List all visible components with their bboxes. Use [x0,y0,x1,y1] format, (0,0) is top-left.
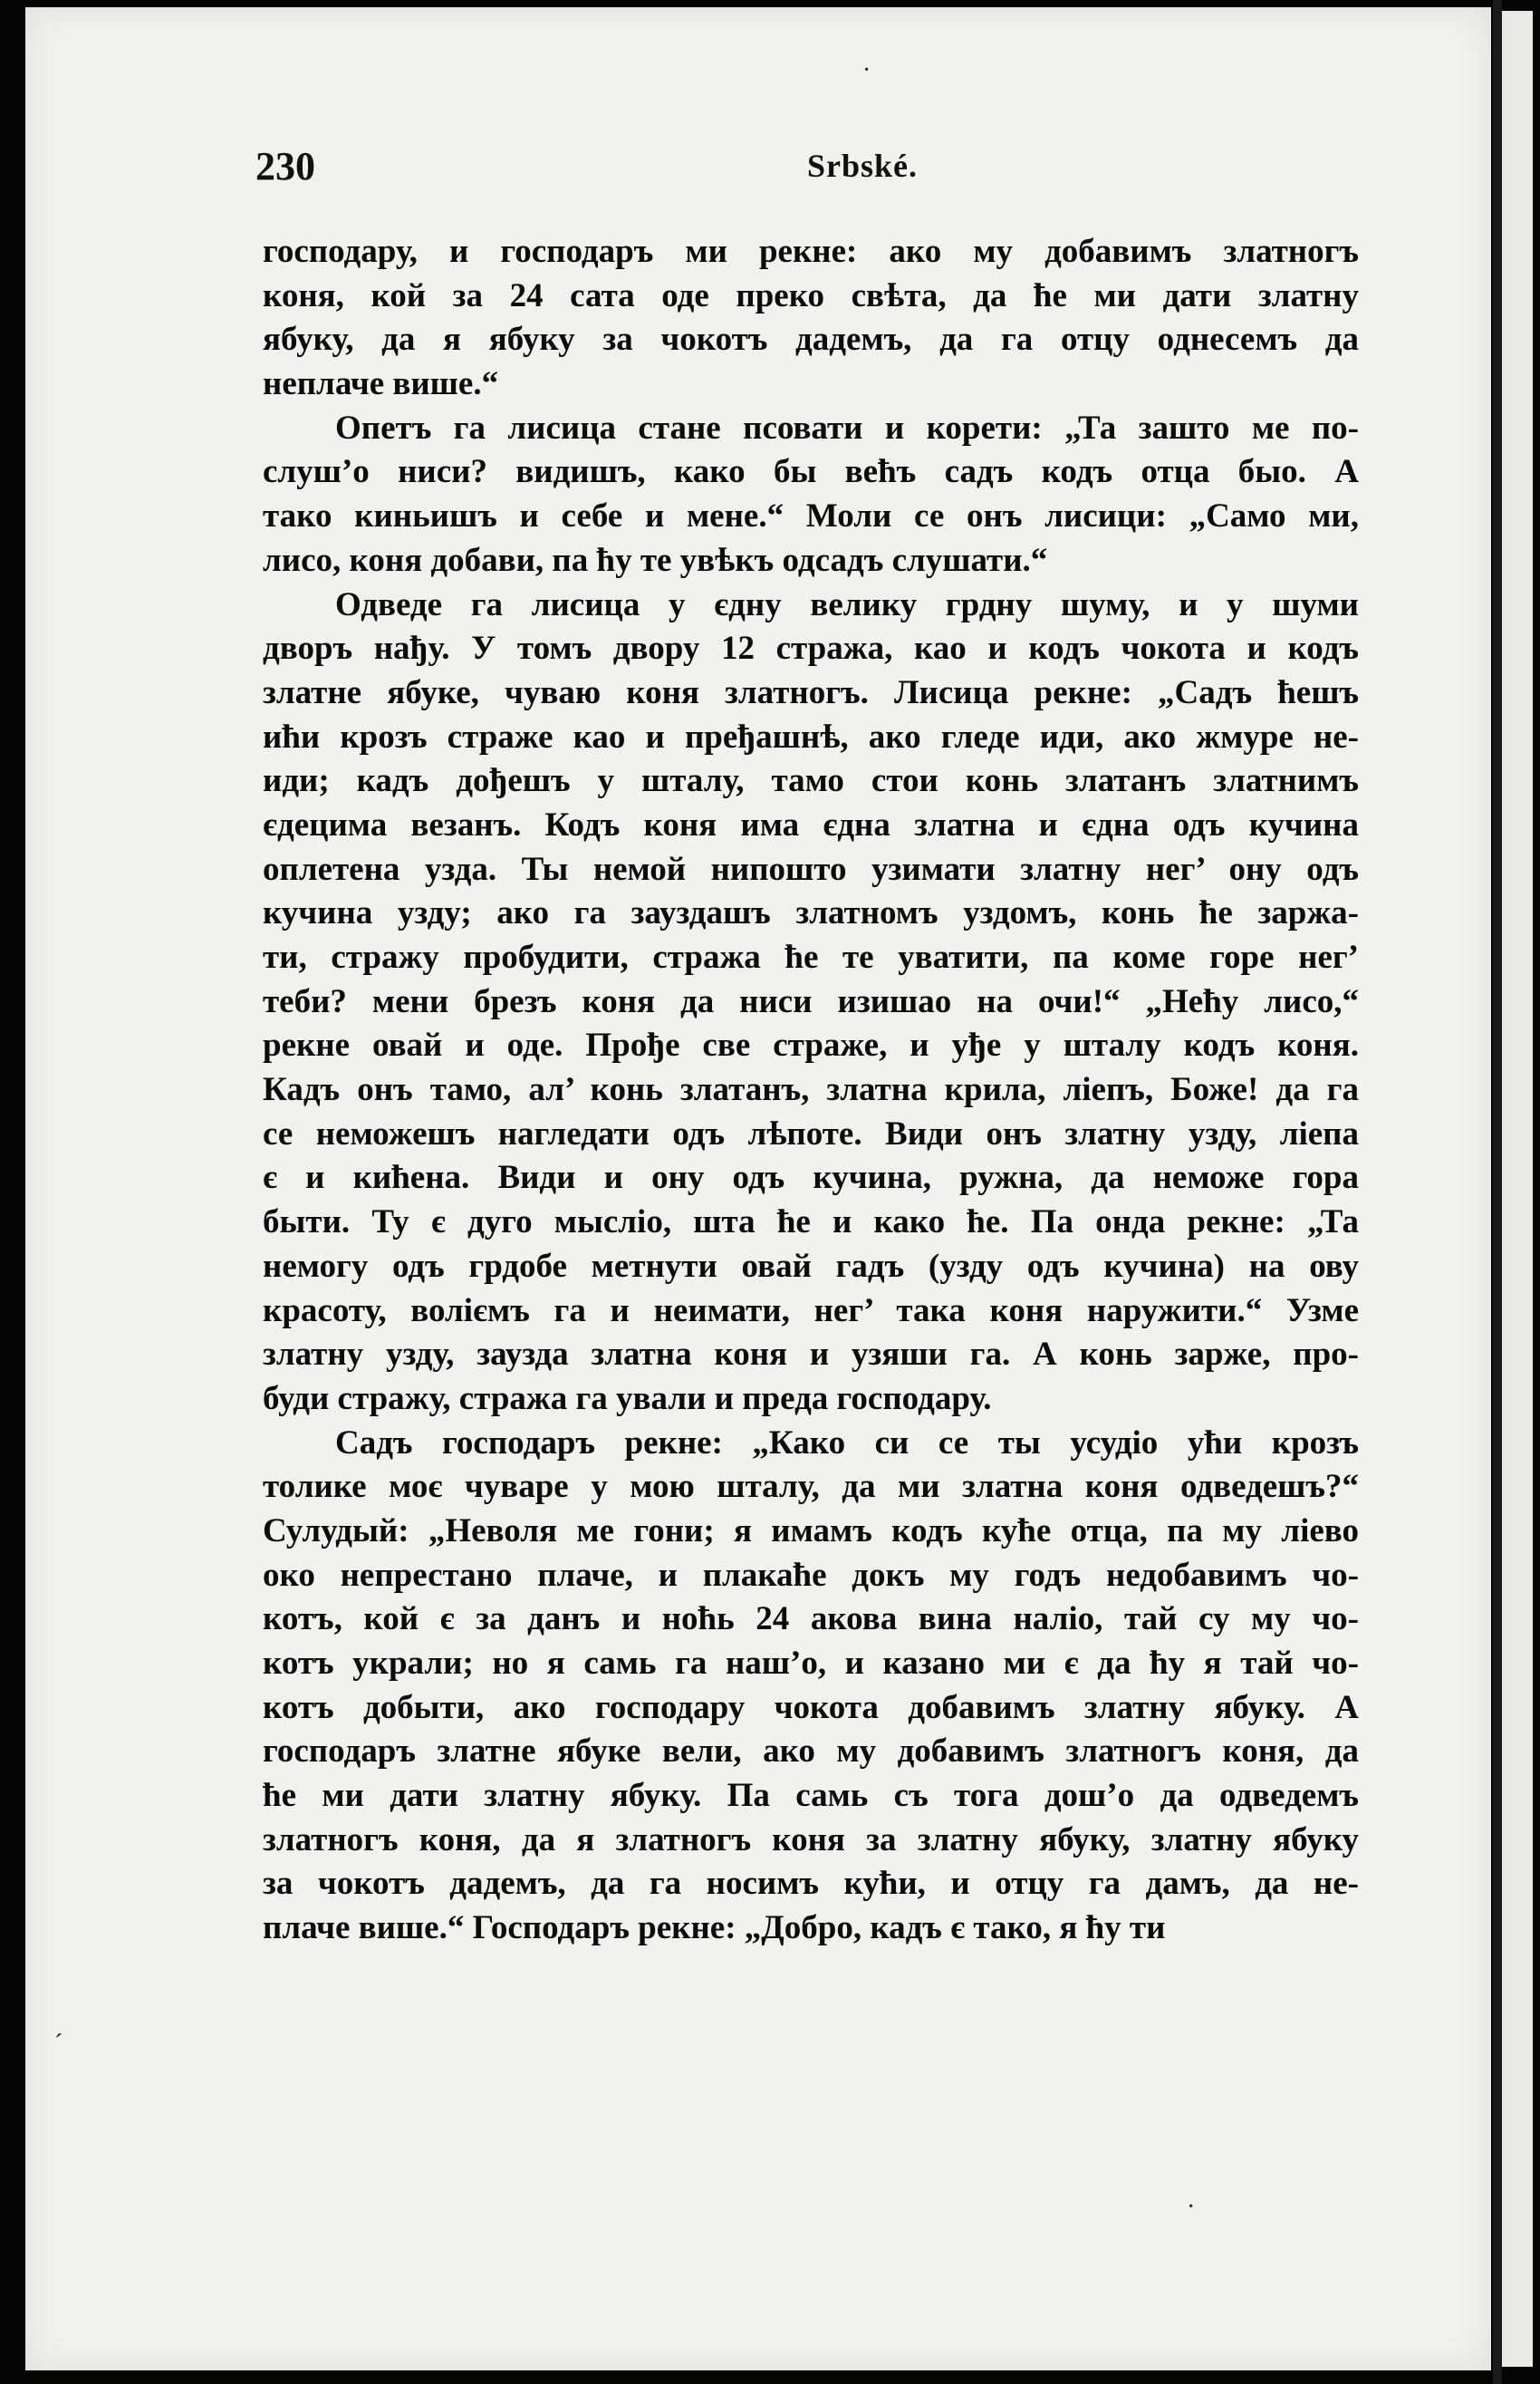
text-line: Сулудый: „Неволя ме гони; я имамъ кодъ куће отца, па му ліево [263,1511,1359,1549]
page-number: 230 [255,144,315,188]
text-line: око непрестано плаче, и плакаће докъ му годъ недобавимъ чо- [263,1556,1359,1594]
text-line: господаръ златне ябуке вели, ако му добавимъ златногъ коня, да [263,1733,1359,1771]
scan-speck: ˊ [54,2030,63,2058]
text-line: ће ми дати златну ябуку. Па самь съ тога дош’о да одведемъ [263,1777,1359,1815]
text-line: коня, кой за 24 сата оде преко свѣта, да ће ми дати златну [263,276,1359,314]
text-line: господару, и господаръ ми рекне: ако му добавимъ златногъ [263,233,1359,270]
text-line: неплаче више.“ [263,365,499,403]
text-line: за чокотъ дадемъ, да га носимъ кући, и отцу га дамъ, да не- [263,1865,1359,1903]
text-line: златне ябуке, чуваю коня златногъ. Лисица рекне: „Садъ ћешъ [263,673,1359,711]
text-line: єдецима везанъ. Кодъ коня има єдна златна и єдна одъ кучина [263,806,1359,844]
text-line: оплетена узда. Ты немой нипошто узимати златну нег’ ону одъ [263,850,1359,888]
scan-speck: · [1187,2193,1196,2221]
next-page-edge [1502,11,1533,2367]
text-line: ићи крозъ страже као и пређашнѣ, ако гледе иди, ако жмуре не- [263,718,1359,756]
text-line: Садъ господаръ рекне: „Како си се ты усудіо ући крозъ [335,1424,1359,1462]
paragraph [263,407,1359,584]
text-line: се неможешъ нагледати одъ лѣпоте. Види онъ златну узду, ліепа [263,1115,1359,1153]
paragraph [263,1422,1359,1951]
text-line: є и кићена. Види и ону одъ кучина, ружна, да неможе гора [263,1159,1359,1197]
text-line: котъ добыти, ако господару чокота добавимъ златну ябуку. А [263,1688,1359,1726]
text-line: рекне овай и оде. Прође све страже, и уђе у шталу кодъ коня. [263,1027,1359,1065]
running-head: Srbské. [806,148,919,184]
text-line: златногъ коня, да я златногъ коня за златну ябуку, златну ябуку [263,1820,1359,1858]
text-line: дворъ нађу. У томъ двору 12 стража, као и кодъ чокота и кодъ [263,630,1359,668]
page-gutter-shadow [1493,0,1502,2384]
text-line: лисо, коня добави, па ћу те увѣкъ одсадъ слушати.“ [263,541,1048,579]
page-header [255,136,1370,199]
text-line: красоту, воліємъ га и неимати, нег’ така коня наружити.“ Узме [263,1291,1359,1329]
text-line: теби? мени брезъ коня да ниси изишао на очи!“ „Нећу лисо,“ [263,982,1359,1020]
text-line: котъ украли; но я самь га наш’о, и казано ми є да ћу я тай чо- [263,1645,1359,1682]
text-line: быти. Ту є дуго мысліо, шта ће и како ће. Па онда рекне: „Та [263,1203,1359,1241]
text-line: толике моє чуваре у мою шталу, да ми златна коня одведешъ?“ [263,1468,1359,1506]
paragraph [263,584,1359,1422]
text-line: Опетъ га лисица стане псовати и корети: „Та зашто ме по- [335,409,1359,447]
text-line: кучина узду; ако га зауздашъ златномъ уздомъ, конь ће заржа- [263,894,1359,932]
text-line: слуш’о ниси? видишъ, како бы већъ садъ кодъ отца быо. А [263,453,1359,491]
text-line: буди стражу, стража га ували и преда господару. [263,1379,992,1417]
text-line: плаче више.“ Господаръ рекне: „Добро, кадъ є тако, я ћу ти [263,1909,1166,1947]
text-line: котъ, кой є за данъ и ноћь 24 акова вина наліо, тай су му чо- [263,1600,1359,1638]
text-line: ти, стражу пробудити, стража ће те уватити, па коме горе нег’ [263,939,1359,976]
text-line: ябуку, да я ябуку за чокотъ дадемъ, да га отцу однесемъ да [263,321,1359,359]
body-text [263,230,1359,1951]
text-line: иди; кадъ дођешъ у шталу, тамо стои конь златанъ златнимъ [263,762,1359,800]
scan-speck: · [862,56,871,84]
text-line: немогу одъ грдобе метнути овай гадъ (узду одъ кучина) на ову [263,1247,1359,1285]
text-line: златну узду, заузда златна коня и узяши га. А конь зарже, про- [263,1336,1359,1374]
text-line: Одведе га лисица у єдну велику грдну шуму, и у шуми [335,585,1359,623]
paragraph [263,230,1359,407]
text-line: тако киньишъ и себе и мене.“ Моли се онъ лисици: „Само ми, [263,497,1359,536]
text-line: Кадъ онъ тамо, ал’ конь златанъ, златна крила, ліепъ, Боже! да га [263,1071,1359,1109]
